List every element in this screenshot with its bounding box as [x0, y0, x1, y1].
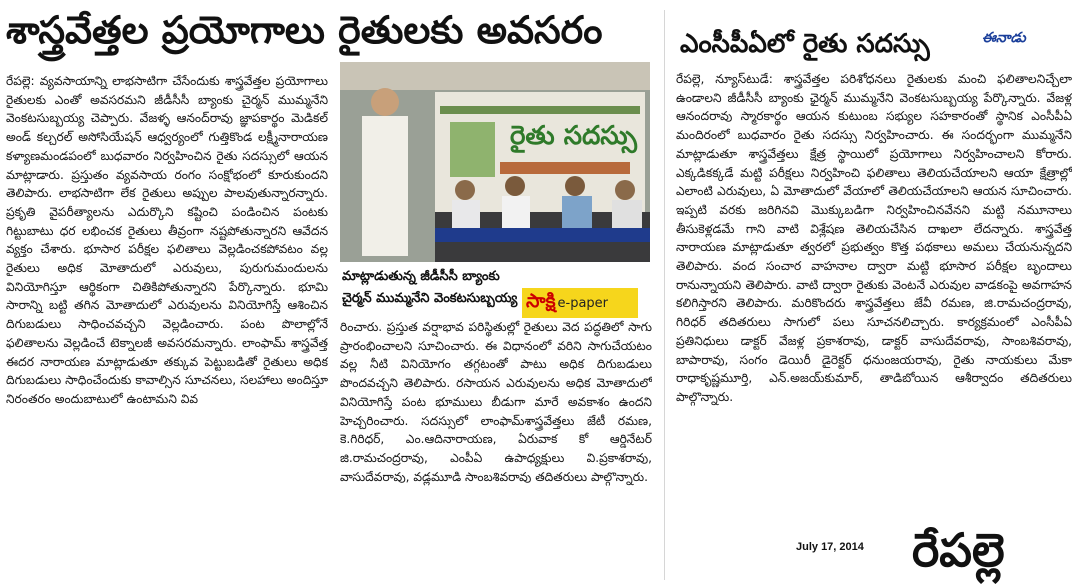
article-column-1	[6, 72, 328, 582]
date-stamp: July 17, 2014	[796, 541, 864, 553]
article-body-1: రేపల్లె: వ్యవసాయాన్ని లాభసాటిగా చేసేందుకు శాస్త్రవేత్తల ప్రయోగాలు రైతులకు ఎంతో అవసరమని జీడీసీసీ బ్యాంకు చైర్మన్ ముమ్మనేని వెంకటసుబ్బయ్య చెప్పారు. వేజళ్ళ ఆనంద్‌రావు జ్ఞాపకార్థం మెడికల్ అండ్ కల్చరల్ అసోసియేషన్ ఆధ్వర్యంలో గుత్తికొండ లక్ష్మీనారాయణ కళ్యాణమండపంలో బుధవారం నిర్వహించిన రైతు సదస్సులో ఆయన మాట్లాడారు. ప్రస్తుతం వ్యవసాయ రంగం సంక్షోభంలో కూరుకుందని తెలిపారు. లాభసాటిగా లేక రైతులు అప్పుల పాలవుతున్నారన్నారు. ప్రకృతి వైపరీత్యాలను ఎదుర్కొని కష్టించి పండించిన పంటకు గిట్టుబాటు ధర లభించక రైతులు తీవ్రంగా నష్టపోతున్నారని ఆవేదన వ్యక్తం చేశారు. భూసార పరీక్షల ఫలితాలు వెల్లడించకపోవటం వల్ల రైతులు అధిక మోతాదులో ఎరువులు, పురుగుమందులను వినియోగిస్తూ ఆర్థికంగా చితికిపోతున్నారని పేర్కొన్నారు. భూమి సారాన్ని బట్టి తగిన మోతాదులో ఎరువులను వినియోగిస్తే ఆశించిన దిగుబడులు సాధించవచ్చని వెల్లడించారు. పంట పొలాల్లోనే ఫలితాలను వెల్లడించే టెక్నాలజీ అవసరమన్నారు. లాంఫామ్ శాస్త్రవేత్త ఈదర నారాయణ మాట్లాడుతూ తక్కువ పెట్టుబడితో రైతులు అధిక దిగుబడులు సాధించేందుకు కావాల్సిన సూచనలు, సలహాలు అందిస్తూ నిరంతరం అందుబాటులో ఉంటామని వివ	[6, 74, 328, 406]
article-body-2: రించారు. ప్రస్తుత వర్షాభావ పరిస్థితుల్లో రైతులు వెద పద్ధతిలో సాగు ప్రారంభించాలని సూచించారు. ఈ విధానంలో వరిని సాగుచేయటం వల్ల నీటి వినియోగం తగ్గటంతో పాటు అధిక దిగుబడులు పొందవచ్చని తెలిపారు. రసాయన ఎరువులను అధిక మోతాదులో వినియోగిస్తే పంట భూములు బీడుగా మారే అవకాశం ఉందని హెచ్చరించారు. సదస్సులో లాంఫామ్‌శాస్త్రవేత్తలు జేటీ రమణ, కె.గిరిధర్, ఎం.ఆదినారాయణ, ఏరువాక కో ఆర్డినేటర్ జి.రామచంద్రరావు, ఎంపీఏ ఉపాధ్యక్షులు వి.ప్రకాశరావు, వాసుదేవరావు, వడ్లమూడి సాంబశివరావు తదితరులు పాల్గొన్నారు.	[340, 320, 652, 484]
sakshi-logo	[522, 288, 638, 318]
event-photo-illustration	[340, 62, 650, 262]
epaper-text: e-paper	[557, 295, 609, 311]
right-headline: ఎంసీపీఏలో రైతు సదస్సు	[680, 29, 930, 59]
place-stamp: రేపల్లె	[912, 523, 1005, 577]
main-headline: శాస్త్రవేత్తల ప్రయోగాలు రైతులకు అవసరం	[6, 8, 603, 52]
column-divider	[664, 10, 665, 580]
news-photo	[340, 62, 650, 262]
eenadu-brand: ఈనాడు	[982, 30, 1026, 46]
article-body-3: రేపల్లె, న్యూస్‌టుడే: శాస్త్రవేత్తల పరిశోధనలు రైతులకు మంచి ఫలితాలనిచ్చేలా ఉండాలని జీడీసీసీ బ్యాంకు ఛైర్మన్ ముమ్మనేని వెంకటసుబ్బయ్య పేర్కొన్నారు. వేజళ్ల ఆనందరావు స్మారకార్థం ఆయన కుటుంబ సభ్యుల సహకారంతో స్థానిక ఎంసీపీఏ మందిరంలో బుధవారం రైతు సదస్సు నిర్వహించారు. ఈ సందర్భంగా ముమ్మనేని మాట్లాడుతూ శాస్త్రవేత్తలు క్షేత్ర స్థాయిలో ప్రయోగాలు నిర్వహించాలని కోరారు. ఎక్కడికక్కడే మట్టి పరీక్షలు నిర్వహించి ఫలితాలు తెలియచేయాలని ఆయా క్షేత్రాల్లో ఎలాంటి ఎరువులు, ఏ మోతాదులో వేయాలో తెలియచేయాలని ఆయన సూచించారు. ఇప్పటి వరకు జరిగినవి మొక్కుబడిగా నిర్వహించినవేనని మట్టి నమూనాలు తీసుకెళ్లడమే గాని వాటి విశ్లేషణ తెలియచేసిన దాఖలా లేదన్నారు. శాస్త్రవేత్త నారాయణ మాట్లాడుతూ త్వరలో ప్రభుత్వం కొత్త పథకాలు అమలు చేయనున్నదని తెలిపారు. వంద సంచార వాహనాల ద్వారా మట్టి భూసార పరీక్షల బృందాలు రానున్నాయని తెలిపారు. వాటి ద్వారా రైతుకు వెంటనే ఎరువుల వాడకంపై అవగాహన కలిగిస్తారని తెలిపారు. మరికొందరు శాస్త్రవేత్తలు జేవీ రమణ, జి.రామచంద్రరావు, గిరిధర్ తదితరులు సాగులో పలు సూచనలిచ్చారు. కార్యక్రమంలో ఎంసీపీఏ ప్రతినిధులు డాక్టర్ వేజళ్ల ప్రకాశరావు, డాక్టర్ వాసుదేవరావు, సాంబశివరావు, బాపారావు, సంగం డెయిరీ డైరెక్టర్ ధనుంజయరావు, రైతు నాయకులు మేకా రాధాకృష్ణమూర్తి, ఎన్.అజయ్‌కుమార్, తాడిబోయిన ఆశీర్వాదం తదితరులు పాల్గొన్నారు.	[676, 72, 1072, 404]
photo-banner-title: రైతు సదస్సు	[510, 121, 637, 151]
photo-caption: మాట్లాడుతున్న జీడీసీసీ బ్యాంకు చైర్మన్ ముమ్మనేని వెంకటసుబ్బయ్య	[342, 269, 518, 306]
article-column-2	[340, 318, 652, 582]
article-column-3	[676, 70, 1072, 520]
sakshi-logo-text: సాక్షి	[526, 289, 556, 312]
